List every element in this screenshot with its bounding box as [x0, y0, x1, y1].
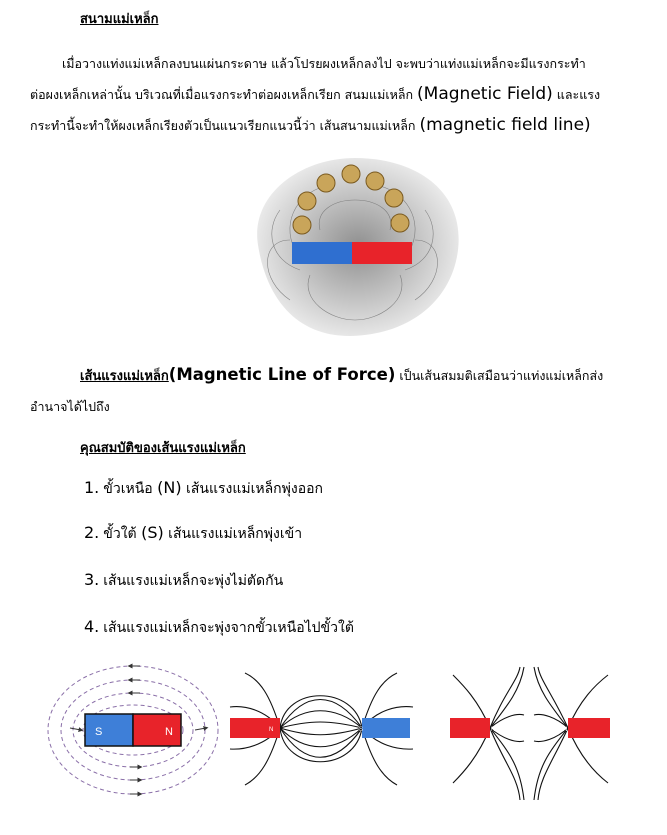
photo-magnet-south: [292, 242, 352, 264]
magnet-a-north: [450, 718, 490, 738]
figure-bar-magnet-field: [45, 662, 220, 807]
label-north: N: [269, 727, 274, 733]
list-item: 3. เส้นแรงแม่เหล็กจะพุ่งไม่ตัดกัน: [84, 570, 284, 589]
para2-line1: เส้นแรงแม่เหล็ก(Magnetic Line of Force) เป็นเส้นสมมติเสมือนว่าแท่งแม่เหล็กส่ง: [80, 365, 604, 384]
magnet-b-south: [362, 718, 410, 738]
para1-line1: เมื่อวางแท่งแม่เหล็กลงบนแผ่นกระดาษ แล้วโปรยผงเหล็กลงไป จะพบว่าแท่งแม่เหล็กจะมีแรงกระทำ: [62, 56, 586, 71]
list-item: 2. ขั้วใต้ (S) เส้นแรงแม่เหล็กพุ่งเข้า: [84, 523, 303, 542]
label-south: S: [359, 727, 364, 733]
magnet-b-north: [568, 718, 610, 738]
magnet-north-pole: [133, 714, 181, 746]
list-item: 4. เส้นแรงแม่เหล็กจะพุ่งจากขั้วเหนือไปขั้วใต้: [84, 617, 354, 636]
figure-north-south-attraction: [225, 665, 415, 805]
section-heading: สนามแม่เหล็ก: [80, 12, 159, 27]
label-south: S: [95, 726, 103, 738]
figure-north-north-repulsion: [448, 665, 613, 805]
paragraph-magnetic-field: [30, 48, 645, 141]
label-north-b: N: [563, 727, 568, 733]
properties-title: คุณสมบัติของเส้นแรงแม่เหล็ก: [80, 441, 246, 456]
paragraph-line-of-force: [30, 360, 645, 422]
magnet-south-pole: [85, 714, 133, 746]
label-north-a: N: [491, 727, 496, 733]
para2-line2: อำนาจได้ไปถึง: [30, 399, 110, 414]
iron-filings-illustration: [240, 150, 470, 340]
list-item: 1. ขั้วเหนือ (N) เส้นแรงแม่เหล็กพุ่งออก: [84, 478, 324, 497]
photo-magnet-north: [352, 242, 412, 264]
para1-line2: ต่อผงเหล็กเหล่านั้น บริเวณที่เมื่อแรงกระทำต่อผงเหล็กเรียก สนมแม่เหล็ก (Magnetic Field) และแรง: [30, 84, 601, 104]
label-north: N: [165, 726, 173, 738]
para1-line3: กระทำนี้จะทำให้ผงเหล็กเรียงตัวเป็นแนวเรียกแนวนี้ว่า เส้นสนามแม่เหล็ก (magnetic field line): [30, 115, 591, 135]
